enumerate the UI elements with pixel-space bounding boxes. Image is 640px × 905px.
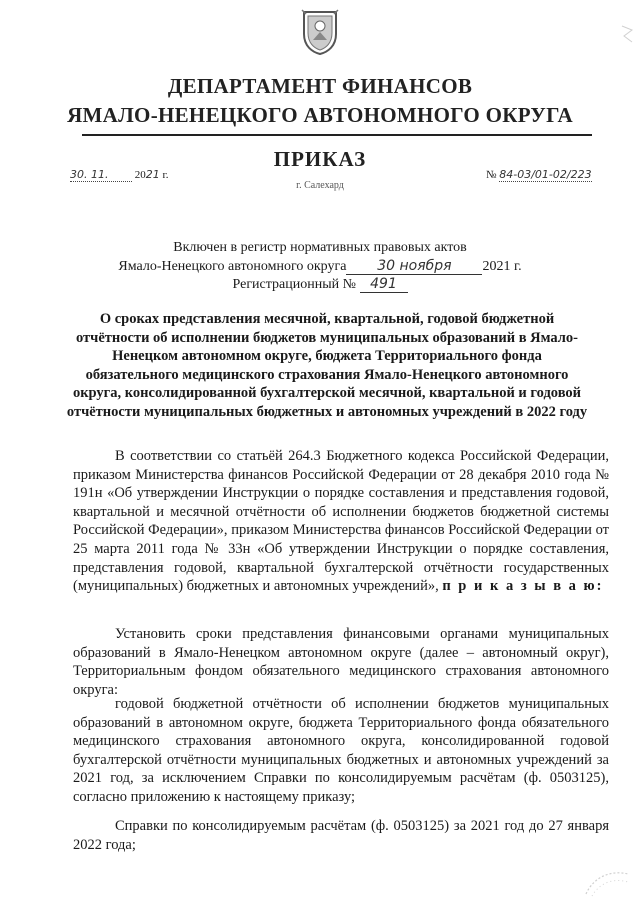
department-name-line2: ЯМАЛО-НЕНЕЦКОГО АВТОНОМНОГО ОКРУГА	[67, 103, 573, 127]
body-paragraph-3	[73, 695, 609, 807]
department-name-line1: ДЕПАРТАМЕНТ ФИНАНСОВ	[167, 74, 473, 98]
registration-line3	[0, 276, 640, 293]
seal-fragment-icon	[582, 866, 632, 898]
letterhead-divider	[82, 134, 592, 136]
body-paragraph-1	[73, 447, 609, 596]
registration-line1: Включен в регистр нормативных правовых актов	[173, 240, 467, 255]
order-year-suffix: г.	[162, 169, 169, 181]
order-number-handwritten: 84-03/01-02/223	[499, 168, 592, 181]
body-paragraph-1-text: В соответствии со статьёй 264.3 Бюджетного кодекса Российской Федерации, приказом Министерства финансов Российской Федерации от 28 декабря 2010 года № 191н «Об утверждении Инструкции о порядке составления и представления годовой, квартальной и месячной отчётности об исполнении бюджетов бюджетной системы Российской Федерации», приказом Министерства финансов Российской Федерации от 25 марта 2011 года № 33н «Об утверждении Инструкции о порядке составления, представления годовой, квартальной бухгалтерской отчётности государственных (муниципальных) бюджетных и автономных учреждений»,	[73, 448, 609, 595]
registration-number-handwritten: 491	[360, 276, 408, 293]
order-year-handwritten: 21	[145, 168, 160, 181]
body-paragraph-3-text: годовой бюджетной отчётности об исполнении бюджетов муниципальных образований в автономном округе, бюджета Территориального фонда обязательного медицинского страхования автономного округа, консолидированной годовой бухгалтерской отчётности муниципальных бюджетных и автономных учреждений за 2021 год, за исключением Справки по консолидируемым расчётам (ф. 0503125), согласно приложению к настоящему приказу;	[73, 696, 609, 805]
registration-region: Ямало-Ненецкого автономного округа	[118, 259, 347, 274]
order-command: п р и к а з ы в а ю:	[442, 578, 604, 595]
order-date-handwritten: 30. 11.	[70, 168, 132, 182]
scan-mark-icon	[620, 24, 634, 44]
order-title: ПРИКАЗ	[273, 147, 367, 171]
body-paragraph-2-text: Установить сроки представления финансовыми органами муниципальных образований в Ямало-Ненецком автономном округе (далее – автономный округ), Территориальным фондом обязательного медицинского страхования автономного округа:	[73, 626, 609, 698]
order-year-prefix: 20	[134, 169, 146, 181]
registration-year: 2021 г.	[482, 259, 522, 274]
registration-line2	[0, 258, 640, 275]
body-paragraph-4	[73, 817, 609, 854]
registration-number-label: Регистрационный №	[232, 277, 356, 292]
body-paragraph-4-text: Справки по консолидируемым расчётам (ф. 0503125) за 2021 год до 27 января 2022 года;	[73, 818, 609, 853]
body-paragraph-2	[73, 625, 609, 699]
order-number-prefix: №	[486, 169, 497, 181]
coat-of-arms-icon	[300, 8, 340, 56]
registration-date-handwritten: 30 ноября	[346, 258, 482, 275]
order-city: г. Салехард	[296, 180, 344, 191]
document-heading: О сроках представления месячной, квартальной, годовой бюджетной отчётности об исполнении бюджетов муниципальных образований в Ямало-Ненецком автономном округе, бюджета Территориального фонда обязательного медицинского страхования Ямало-Ненецкого автономного округа, консолидированной бухгалтерской месячной, квартальной и годовой отчётности муниципальных бюджетных и автономных учреждений в 2022 году	[66, 311, 588, 420]
